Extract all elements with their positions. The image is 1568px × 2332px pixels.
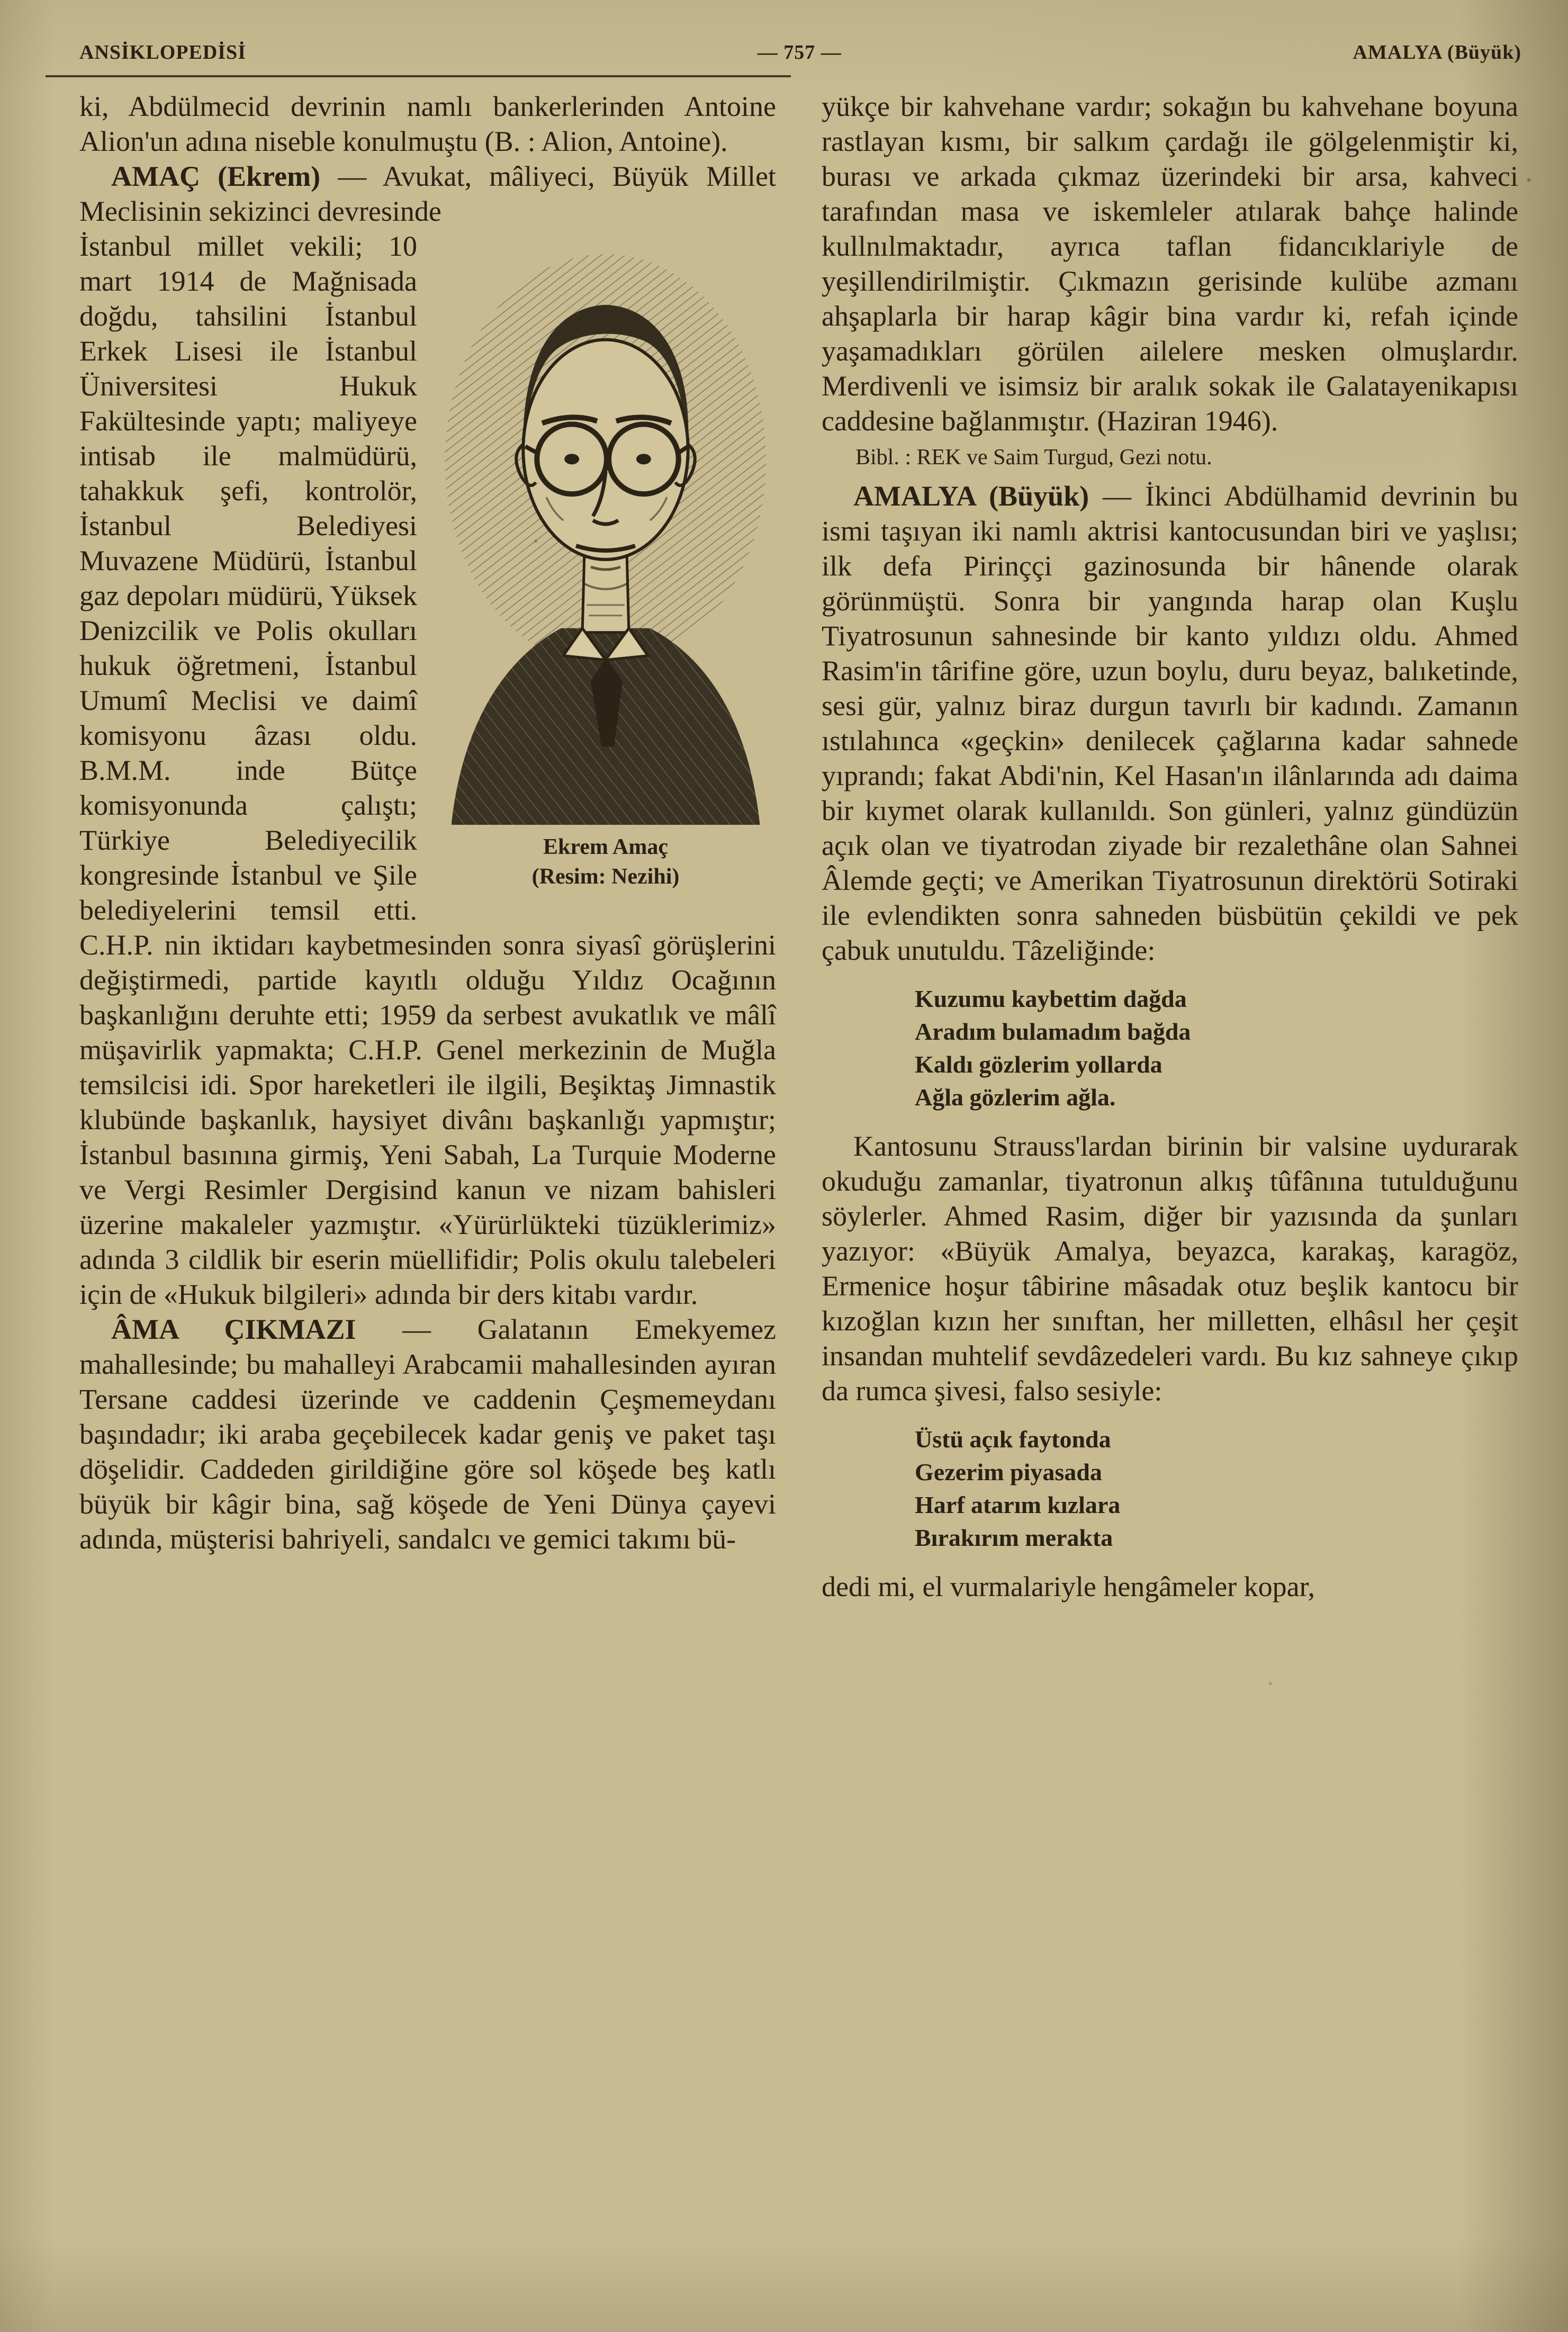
page-header <box>0 0 1568 75</box>
verse-line: Kaldı gözlerim yollarda <box>915 1051 1163 1078</box>
verse-block-2 <box>915 1423 1518 1554</box>
entry-term-amac: AMAÇ (Ekrem) <box>111 160 321 192</box>
right-column <box>822 89 1518 1604</box>
portrait-figure <box>435 233 776 892</box>
portrait-caption-credit: (Resim: Nezihi) <box>531 865 680 889</box>
entry-amac-lead-text: — Avukat, mâliyeci, Büyük Millet Meclisinin sekizinci devresinde <box>79 160 776 227</box>
header-title-left: ANSİKLOPEDİSİ <box>79 41 246 64</box>
entry-amalya <box>822 479 1518 968</box>
portrait-caption <box>435 832 776 892</box>
portrait-illustration <box>435 233 776 825</box>
verse-line: Harf atarım kızlara <box>915 1491 1121 1518</box>
entry-amac-body-text: İstanbul millet vekili; 10 mart 1914 de Mağnisada doğdu, tahsilini İstanbul Erkek Lisesi ile İstanbul Üniversitesi Hukuk Fakültesinde yaptı; maliyeye intisab ile malmüdürü, tahakkuk şefi, kontrolör, İstanbul Belediyesi Muvazene Müdürü, İstanbul gaz depoları müdürü, Yüksek Denizcilik ve Polis okulları hukuk öğretmeni, İstanbul Umumî Meclisi ve daimî komisyonu âzası oldu. B.M.M. inde Bütçe komisyonunda çalıştı; Türkiye Belediyecilik kongresinde İstanbul ve Şile belediyelerini temsil etti. C.H.P. nin iktidarı kaybetmesinden sonra siyasî görüşlerini değiştirmedi, partide kayıtlı olduğu Yıldız Ocağının başkanlığını deruhte etti; 1959 da serbest avukatlık ve mâlî müşavirlik yapmakta; C.H.P. Genel merkezinin de Muğla temsilcisi idi. Spor hareketleri ile ilgili, Beşiktaş Jimnastik klubünde başkanlık, haysiyet divânı başkanlığı yapmıştır; İstanbul basınına girmiş, Yeni Sabah, La Turquie Moderne ve Vergi Resimler Dergisind kanun ve nizam bahisleri üzerine makaleler yazmıştır. «Yürürlükteki tüzüklerimiz» adında 3 cildlik bir eserin müellifidir; Polis okulu talebeleri için de «Hukuk bilgileri» adında bir ders kitabı vardır. <box>79 230 776 1310</box>
entry-term-ama-cikmazi: ÂMA ÇIKMAZI <box>111 1313 356 1345</box>
left-column <box>79 89 776 1604</box>
verse-line: Bırakırım merakta <box>915 1524 1113 1551</box>
verse-line: Ağla gözlerim ağla. <box>915 1084 1116 1111</box>
entry-amalya-text: — İkinci Abdülhamid devrinin bu ismi taşıyan iki namlı aktrisi kantocusundan biri ve yaşlısı; ilk defa Pirinççi gazinosunda bir hânende olarak görünmüştü. Sonra bir yangında harap olan Kuşlu Tiyatrosunun sahnesinde bir kanto yıldızı oldu. Ahmed Rasim'in târifine göre, uzun boylu, duru beyaz, balıketinde, sesi gür, yalnız biraz durgun tavırlı bir kadındı. Zamanın ıstılahınca «geçkin» denilecek çağlarına kadar sahnede yıprandı; fakat Abdi'nin, Kel Hasan'ın ilânlarında adı daima bir kıymet olarak kullanıldı. Son günleri, yalnız gündüzün açık olan ve tiyatrodan ziyade bir rezalethâne olan Sahnei Âlemde geçti; ve Amerikan Tiyatrosunun direktörü Sotiraki ile evlendikten sonra sahneden büsbütün çekildi ve pek çabuk unutuldu. Tâzeliğinde: <box>822 480 1519 966</box>
continuation-paragraph-right: yükçe bir kahvehane vardır; sokağın bu kahvehane boyuna rastlayan kısmı, bir salkım çardağı ile gölgelenmiştir ki, burası ve arkada çıkmaz üzerindeki bir arsa, kahveci tarafından masa ve iskemleler atılarak bahçe halinde kullnılmaktadır, ayrıca taflan fidancıklariyle de yeşillendirilmiştir. Çıkmazın gerisinde kulübe azmanı ahşaplarla bir harap kâgir bina vardır ki, refah içinde yaşamadıkları görülen ailelere mesken olmuşlardır. Merdivenli ve isimsiz bir aralık sokak ile Galatayenikapısı caddesine bağlanmıştır. (Haziran 1946). <box>822 91 1518 437</box>
verse-line: Gezerim piyasada <box>915 1458 1102 1485</box>
header-title-right: AMALYA (Büyük) <box>1353 41 1521 64</box>
entry-amac-body <box>79 229 776 1312</box>
portrait-caption-name: Ekrem Amaç <box>543 835 669 859</box>
closing-line: dedi mi, el vurmalariyle hengâmeler kopar, <box>822 1571 1315 1602</box>
entry-term-amalya: AMALYA (Büyük) <box>853 480 1089 512</box>
entry-ama-cikmazi <box>79 1312 776 1556</box>
bibliography-note: Bibl. : REK ve Saim Turgud, Gezi notu. <box>855 445 1212 470</box>
verse-line: Kuzumu kaybettim dağda <box>915 985 1187 1012</box>
page-number: — 757 — <box>757 41 842 64</box>
entry-amac-lead <box>79 159 776 229</box>
continuation-paragraph: ki, Abdülmecid devrinin namlı bankerlerinden Antoine Alion'un adına niseble konulmuştu (B. : Alion, Antoine). <box>79 91 776 157</box>
verse-line: Üstü açık faytonda <box>915 1426 1111 1453</box>
verse-line: Aradım bulamadım bağda <box>915 1018 1191 1045</box>
entry-ama-cikmazi-text: — Galatanın Emekyemez mahallesinde; bu mahalleyi Arabcamii mahallesinden ayıran Tersane caddesi üzerinde ve caddenin Çeşmemeydanı başındadır; iki araba geçebilecek kadar geniş ve paket taşı döşelidir. Caddeden girildiğine göre sol köşede beş katlı büyük bir kâgir bina, sağ köşede de Yeni Dünya çayevi adında, müşterisi bahriyeli, sandalcı ve gemici takımı bü- <box>79 1313 777 1555</box>
paragraph-kantosu: Kantosunu Strauss'lardan birinin bir valsine uydurarak okuduğu zamanlar, tiyatronun alkış tûfânına tutulduğunu söylerler. Ahmed Rasim, diğer bir yazısında da şunları yazıyor: «Büyük Amalya, beyazca, karakaş, karagöz, Ermenice hoşur tâbirine mâsadak otuz beşlik kantocu bir kızoğlan kızın her sınıftan, her milletten, elhâsıl her çeşit insandan muhtelif sevdâzedeleri vardı. Bu kız sahneye çıkıp da rumca şivesi, falso sesiyle: <box>822 1130 1518 1407</box>
verse-block-1 <box>915 983 1518 1114</box>
page-body <box>0 77 1568 1604</box>
